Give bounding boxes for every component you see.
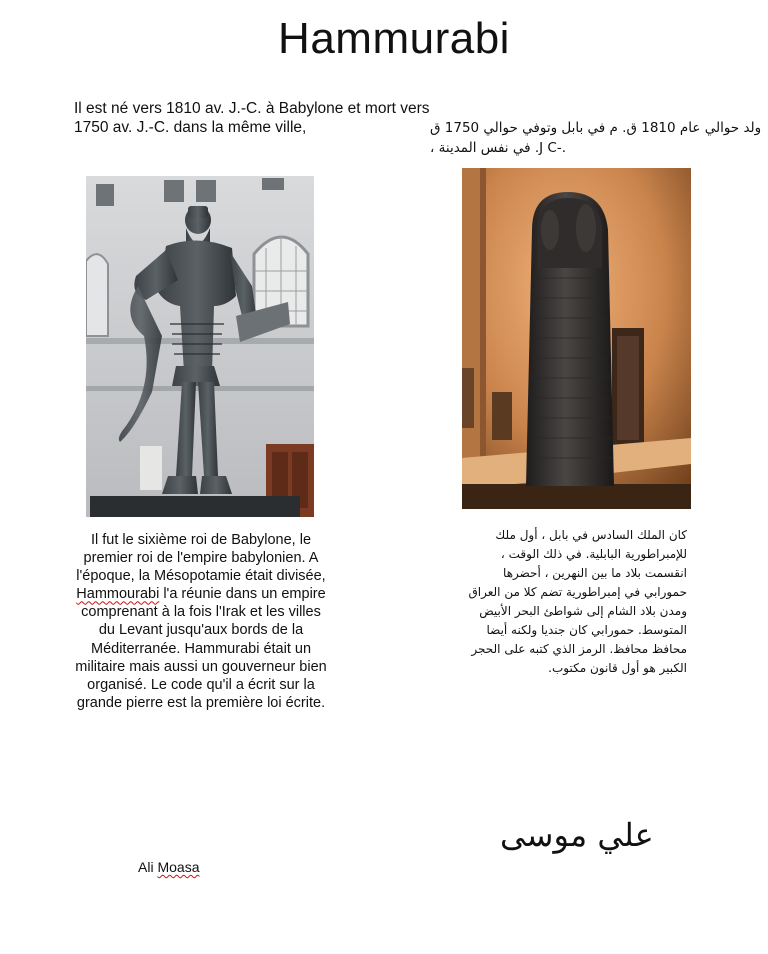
statue-photo bbox=[86, 176, 314, 517]
body-french-text: Il fut le sixième roi de Babylone, le premier roi de l'empire babylonien. A l'époque, la Mésopotamie était divisée, bbox=[76, 532, 326, 585]
stele-photo bbox=[462, 168, 691, 509]
intro-arabic: ولد حوالي عام 1810 ق. م في بابل وتوفي حوالي 1750 ق .-J C. في نفس المدينة ، bbox=[430, 120, 762, 156]
spellcheck-flagged-word: Hammourabi bbox=[76, 586, 160, 603]
body-french-text-cont: l'a réunie dans un empire comprenant à la fois l'Irak et les villes du Levant jusqu'aux bords de la Méditerranée. Hammurabi était un militaire mais aussi un gouverneur bien organisé. Le code qu'il a écrit sur la grande pierre est la première loi écrite. bbox=[75, 586, 327, 711]
intro-french: Il est né vers 1810 av. J.-C. à Babylone et mort vers 1750 av. J.-C. dans la même ville, bbox=[74, 100, 430, 136]
signature-arabic: علي موسى bbox=[500, 816, 654, 854]
signature-last-name: Moasa bbox=[157, 859, 200, 875]
body-french bbox=[72, 531, 330, 712]
signature-first-name: Ali bbox=[138, 859, 154, 875]
body-arabic: كان الملك السادس في بابل ، أول ملك للإمبراطورية البابلية. في ذلك الوقت ، انقسمت بلاد ما بين النهرين ، أحضرها حمورابي في إمبراطورية تضم كلا من العراق ومدن بلاد الشام إلى شواطئ البحر الأبيض المتوسط. حمورابي كان جنديا ولكنه أيضا محافظ محافظ. الرمز الذي كتبه على الحجر الكبير هو أول قانون مكتوب. bbox=[468, 528, 687, 675]
page-title: Hammurabi bbox=[278, 14, 510, 63]
signature-latin bbox=[138, 859, 199, 875]
